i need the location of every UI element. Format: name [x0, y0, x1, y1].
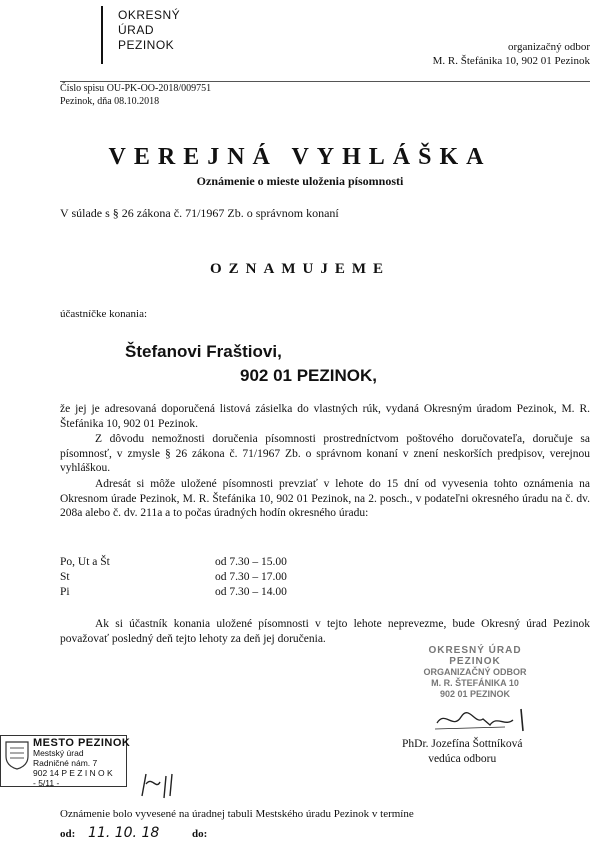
department-address: M. R. Štefánika 10, 902 01 Pezinok: [432, 55, 590, 67]
hours-days: Po, Ut a Št: [60, 556, 110, 568]
office-stamp: [405, 645, 545, 700]
handwritten-initials: [138, 770, 183, 800]
logo-bar: [101, 6, 103, 64]
stamp-line: M. R. ŠTEFÁNIKA 10: [431, 678, 519, 688]
document-subtitle: Oznámenie o mieste uloženia písomnosti: [196, 174, 404, 188]
hours-time: od 7.30 – 15.00: [215, 556, 287, 568]
stamp-line: 902 01 PEZINOK: [439, 689, 511, 699]
paragraph-delivery-deadline: Ak si účastník konania uložené písomnosti v tejto lehote neprevezme, bude Okresný úrad Pezinok považovať posledný deň tejto lehoty za deň jej doručenia.: [60, 618, 590, 645]
stamp-line: ORGANIZAČNÝ ODBOR: [423, 667, 527, 677]
hours-time: od 7.30 – 17.00: [215, 571, 287, 583]
posting-text: Oznámenie bolo vyvesené na úradnej tabuli Mestského úradu Pezinok v termíne: [60, 808, 414, 820]
logo-line: ÚRAD: [118, 23, 155, 37]
logo-line: PEZINOK: [118, 38, 175, 52]
signature: [435, 705, 535, 735]
place-date: Pezinok, dňa 08.10.2018: [60, 96, 160, 107]
paragraph-pickup: Adresát si môže uložené písomnosti prevziať v lehote do 15 dní od vyvesenia tohto oznámenia na Okresnom úrade Pezinok, M. R. Štefánika 10, 902 01 Pezinok, na 2. posch., v podateľni okresného úradu na č. dv. 208a alebo č. dv. 211a a to počas úradných hodín okresného úradu:: [60, 478, 590, 519]
from-date: 11. 10. 18: [88, 825, 160, 841]
signer-name: PhDr. Jozefína Šottníková: [402, 738, 523, 750]
office-logo: [118, 8, 180, 53]
stamp-line: Mestský úrad: [33, 748, 84, 758]
stamp-line: OKRESNÝ ÚRAD PEZINOK: [428, 645, 522, 667]
stamp-line: 902 14 P E Z I N O K: [33, 768, 113, 778]
stamp-line: MESTO PEZINOK: [33, 737, 131, 749]
addressee: [125, 340, 377, 388]
file-number-label: Číslo spisu: [60, 83, 105, 94]
posting-dates: [60, 825, 207, 841]
logo-line: OKRESNÝ: [118, 8, 181, 22]
from-label: od:: [60, 828, 76, 840]
hours-row: [60, 570, 287, 585]
document-title: VEREJNÁ VYHLÁŠKA: [108, 144, 492, 170]
stamp-line: Radničné nám. 7: [33, 758, 98, 768]
participants-label: účastníčke konania:: [60, 308, 148, 320]
signer-role: vedúca odboru: [428, 753, 497, 765]
addressee-city: 902 01 PEZINOK,: [240, 366, 378, 385]
hours-days: Pi: [60, 586, 70, 598]
department-name: organizačný odbor: [508, 41, 590, 53]
paragraph-reason: Z dôvodu nemožnosti doručenia písomnosti prostredníctvom poštového doručovateľa, doručuje sa písomnosť, v zmysle § 26 zákona č. 71/1967 Zb. o správnom konaní v znení neskorších predpisov, verejnou vyhláškou.: [60, 433, 590, 474]
town-stamp-text: [33, 738, 130, 788]
file-meta: [60, 82, 211, 108]
hours-days: St: [60, 571, 70, 583]
signer-block: [402, 737, 522, 767]
hours-row: [60, 555, 287, 570]
addressee-name: Štefanovi Fraštiovi,: [125, 342, 282, 361]
announcement-heading: OZNAMUJEME: [210, 261, 390, 277]
hours-row: [60, 585, 287, 600]
department-block: [433, 40, 590, 68]
legal-basis: V súlade s § 26 zákona č. 71/1967 Zb. o správnom konaní: [60, 206, 339, 220]
hours-time: od 7.30 – 14.00: [215, 586, 287, 598]
paragraph-delivery: že jej je adresovaná doporučená listová zásielka do vlastných rúk, vydaná Okresným úradom Pezinok, M. R. Štefánika 10, 902 01 Pezinok.: [60, 403, 590, 430]
file-number: OU-PK-OO-2018/009751: [106, 83, 212, 94]
to-label: do:: [192, 828, 208, 840]
office-hours: [60, 555, 287, 600]
coat-of-arms-icon: [4, 740, 30, 770]
stamp-line: - 5/11 -: [33, 778, 60, 788]
